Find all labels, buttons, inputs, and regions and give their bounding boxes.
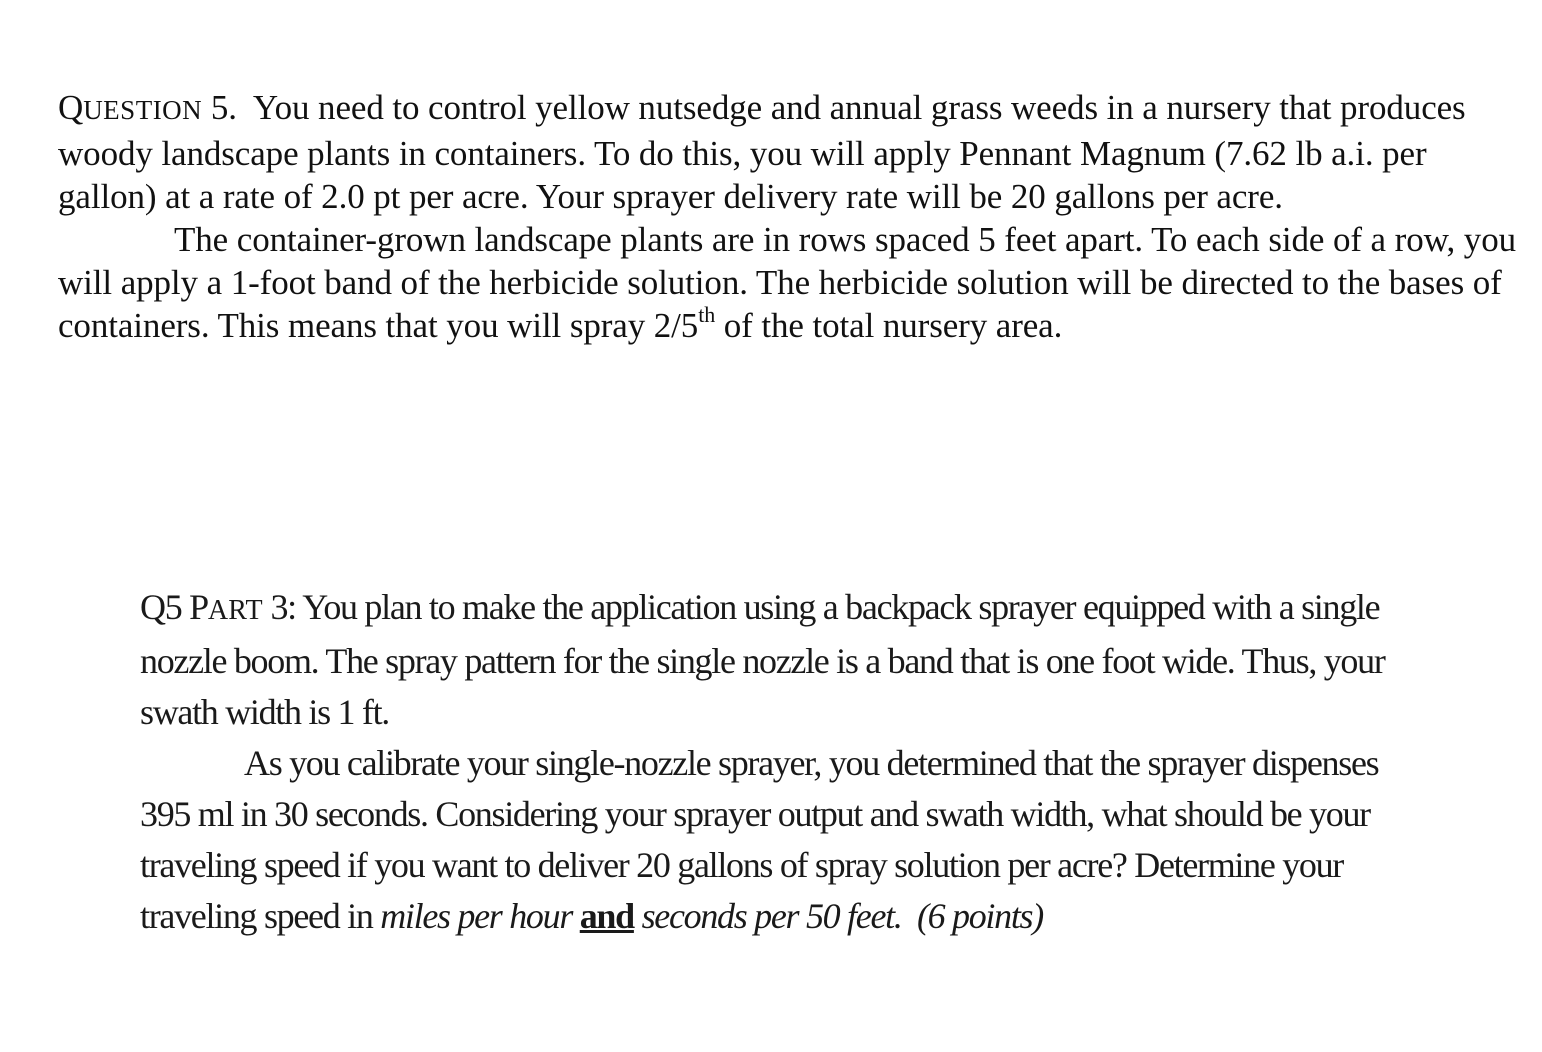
miles-per-hour-text: miles per hour xyxy=(380,896,573,936)
seconds-per-50-feet-text: seconds per 50 feet. xyxy=(641,896,902,936)
and-emphasis: and xyxy=(579,896,634,936)
part-3-text: You plan to make the application using a backpack sprayer equipped with a single nozzle boom. The spray pattern for the single nozzle is a band that is one foot wide. Thus, your swath width is 1 ft. xyxy=(140,587,1385,732)
part-3-label: Q5 PART 3: xyxy=(140,587,296,627)
question-5-paragraph-2: The container-grown landscape plants are in rows spaced 5 feet apart. To each side of a row, you will apply a 1-foot band of the herbicide solution. The herbicide solution will be directed to the bases of containers. This means that you will spray 2/5th of the total nursery area. xyxy=(58,220,1517,345)
question-label: QUESTION 5. xyxy=(58,88,237,127)
points-value: (6 points) xyxy=(916,896,1043,936)
question-5-text: You need to control yellow nutsedge and annual grass weeds in a nursery that produces woody landscape plants in containers. To do this, you will apply Pennant Magnum (7.62 lb a.i. per gallon) at a rate of 2.0 pt per acre. Your sprayer delivery rate will be 20 gallons per acre. xyxy=(58,88,1466,216)
part-3-paragraph-1 xyxy=(140,582,1430,738)
question-5-block xyxy=(58,86,1518,347)
question-5-part-3-block xyxy=(140,582,1430,942)
question-5-paragraph-1 xyxy=(58,86,1518,218)
part-3-paragraph-2: As you calibrate your single-nozzle sprayer, you determined that the sprayer dispenses 395 ml in 30 seconds. Considering your sprayer output and swath width, what should be your traveling speed if you want to deliver 20 gallons of spray solution per acre? Determine your traveling speed in miles per hour and seconds per 50 feet. (6 points) xyxy=(140,743,1379,936)
